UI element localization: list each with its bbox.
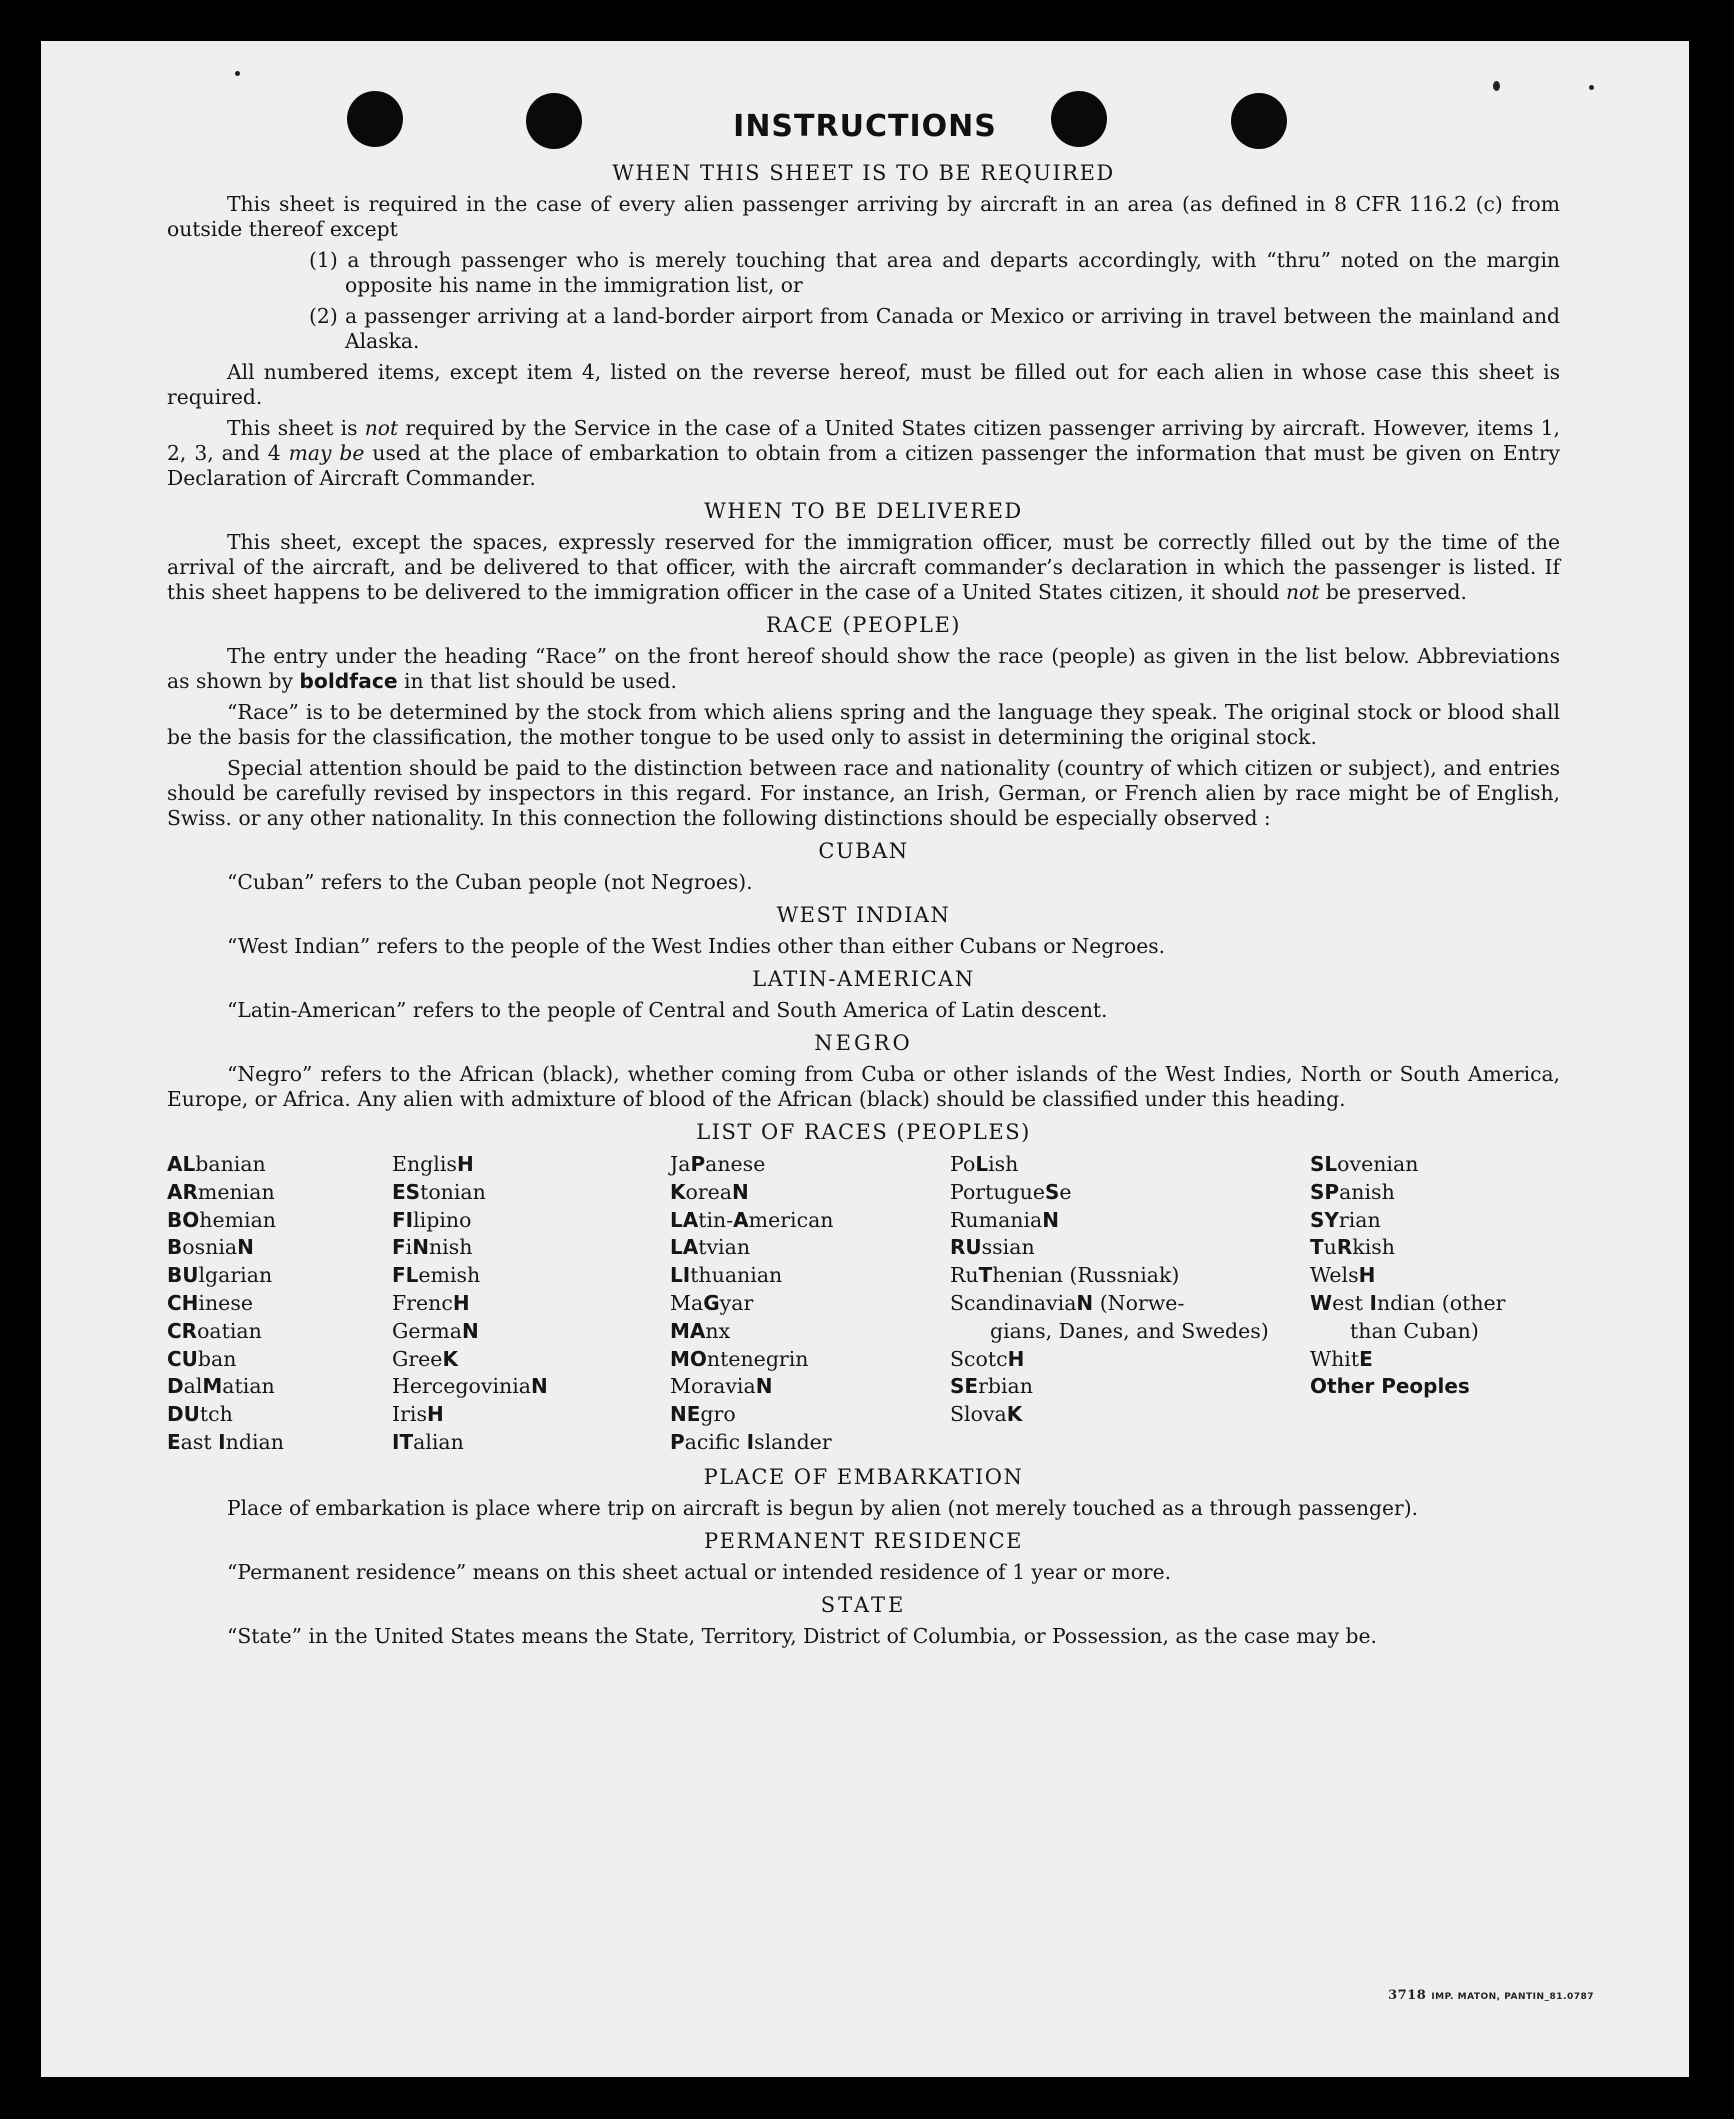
race-entry [670, 1401, 950, 1429]
race-entry [1310, 1234, 1560, 1262]
race-entry [1310, 1151, 1560, 1179]
race-entry [950, 1262, 1310, 1290]
paragraph: Special attention should be paid to the distinction between race and nationality (country of which citizen or subject), and entries should be carefully revised by inspectors in this regard. For instance, an Irish, German, or French alien by race might be of English, Swiss. or any other nationality. In this connection the following distinctions should be especially observed : [167, 756, 1560, 830]
race-abbreviation: H [452, 1290, 470, 1315]
race-entry [392, 1429, 670, 1457]
race-abbreviation: N [1076, 1290, 1094, 1315]
race-abbreviation: H [426, 1402, 444, 1427]
race-abbreviation: RU [950, 1235, 982, 1260]
race-text: henian (Russniak) [992, 1263, 1180, 1288]
race-text: Gree [392, 1346, 443, 1371]
ink-speck [1493, 81, 1500, 91]
race-text: Iris [392, 1402, 427, 1427]
race-abbreviation: W [1310, 1290, 1333, 1315]
race-text: ndian [225, 1429, 284, 1454]
race-entry [1310, 1346, 1560, 1374]
race-abbreviation: CU [167, 1346, 198, 1371]
race-abbreviation: SE [950, 1374, 979, 1399]
race-entry [167, 1207, 392, 1235]
section-heading-state: STATE [820, 1592, 907, 1617]
text-run: This sheet is [227, 416, 365, 440]
race-abbreviation: BO [167, 1207, 200, 1232]
race-text: u [1323, 1235, 1337, 1260]
section-heading-negro: NEGRO [814, 1031, 913, 1055]
paragraph: “West Indian” refers to the people of the West Indies other than either Cubans or Negroes. [227, 934, 1166, 958]
race-text: lipino [413, 1207, 472, 1232]
race-entry [392, 1234, 670, 1262]
race-entry [670, 1207, 950, 1235]
race-text-continued: than Cuban) [1350, 1318, 1479, 1343]
paragraph: This sheet is required in the case of every alien passenger arriving by aircraft in an area (as defined in 8 CFR 116.2 (c) from outside thereof except [167, 192, 1560, 241]
race-entry [167, 1234, 392, 1262]
race-entry [167, 1401, 392, 1429]
race-list [167, 1151, 1560, 1457]
race-entry [950, 1290, 1310, 1346]
section-heading-latin-american: LATIN-AMERICAN [752, 967, 975, 991]
race-entry [950, 1179, 1310, 1207]
race-entry [392, 1290, 670, 1318]
race-text: tonian [420, 1179, 486, 1204]
race-text: orea [685, 1179, 732, 1204]
section-heading-cuban: CUBAN [818, 839, 909, 863]
boldface-word: boldface [299, 669, 398, 693]
race-entry [670, 1429, 950, 1457]
race-text: rian [1338, 1207, 1381, 1232]
race-text: Moravia [670, 1374, 756, 1399]
race-abbreviation: N [412, 1235, 429, 1260]
race-text: Rumania [950, 1207, 1043, 1232]
text-run: in that list should be used. [397, 669, 677, 693]
section-heading-west-indian: WEST INDIAN [776, 903, 951, 927]
race-text: hemian [199, 1207, 277, 1232]
ink-speck [235, 71, 240, 76]
race-abbreviation: K [442, 1346, 458, 1371]
emphasis: may be [288, 441, 365, 465]
document-page [41, 41, 1689, 2077]
race-abbreviation: DU [167, 1402, 200, 1427]
race-column [392, 1151, 670, 1457]
race-abbreviation: N [531, 1374, 548, 1399]
race-text: kish [1352, 1235, 1395, 1260]
paragraph: “State” in the United States means the State, Territory, District of Columbia, or Possession, as the case may be. [227, 1623, 1377, 1648]
paragraph: Place of embarkation is place where trip on aircraft is begun by alien (not merely touched as a through passenger). [227, 1495, 1419, 1520]
race-abbreviation: P [670, 1429, 685, 1454]
race-text: ndian (other [1376, 1290, 1506, 1315]
print-footer [1388, 1988, 1594, 2003]
race-text: est [1332, 1290, 1370, 1315]
race-text: tin- [698, 1207, 734, 1232]
race-abbreviation: K [1006, 1402, 1023, 1427]
section-heading-when-required: WHEN THIS SHEET IS TO BE REQUIRED [612, 161, 1115, 185]
race-text: Englis [392, 1152, 457, 1176]
race-abbreviation: P [690, 1152, 706, 1176]
race-abbreviation: LI [670, 1263, 691, 1288]
race-text: e [1059, 1179, 1072, 1204]
race-text: nx [705, 1318, 731, 1343]
race-abbreviation: FL [392, 1263, 419, 1288]
race-abbreviation: T [978, 1263, 993, 1288]
race-column [950, 1151, 1310, 1457]
race-abbreviation: Other Peoples [1310, 1374, 1470, 1399]
race-entry [167, 1262, 392, 1290]
race-text: Po [950, 1152, 976, 1176]
race-abbreviation: N [732, 1179, 749, 1204]
race-abbreviation: LA [670, 1235, 699, 1260]
race-entry [1310, 1262, 1560, 1290]
race-abbreviation: N [461, 1318, 479, 1343]
printer-mark: IMP. MATON, PANTIN_81.0787 [1431, 1992, 1594, 2002]
race-abbreviation: IT [392, 1429, 414, 1454]
race-text: banian [195, 1152, 266, 1176]
race-entry [167, 1346, 392, 1374]
paragraph: “Permanent residence” means on this sheet actual or intended residence of 1 year or more. [227, 1559, 1172, 1584]
race-text: Slova [950, 1402, 1007, 1427]
race-entry [392, 1373, 670, 1401]
race-abbreviation: FI [392, 1207, 414, 1232]
race-text: menian [197, 1179, 275, 1204]
race-text: anese [705, 1152, 766, 1176]
race-abbreviation: H [1358, 1263, 1376, 1288]
race-text: thuanian [690, 1263, 783, 1288]
race-entry [950, 1151, 1310, 1179]
race-text: nish [428, 1235, 473, 1260]
race-abbreviation: LA [670, 1207, 699, 1232]
section-heading-list-of-races: LIST OF RACES (PEOPLES) [696, 1120, 1031, 1144]
race-text: Scotc [950, 1346, 1008, 1371]
race-entry [167, 1179, 392, 1207]
race-entry [167, 1429, 392, 1457]
race-abbreviation: N [1042, 1207, 1060, 1232]
race-abbreviation: MO [670, 1346, 707, 1371]
race-abbreviation: I [218, 1429, 226, 1454]
race-abbreviation: I [1369, 1290, 1377, 1315]
race-entry [1310, 1179, 1560, 1207]
paragraph: “Cuban” refers to the Cuban people (not Negroes). [227, 870, 753, 894]
race-abbreviation: MA [670, 1318, 706, 1343]
race-text: Ma [670, 1290, 704, 1315]
race-entry [1310, 1207, 1560, 1235]
race-text: Scandinavia [950, 1290, 1077, 1315]
race-entry [670, 1234, 950, 1262]
paragraph: “Negro” refers to the African (black), whether coming from Cuba or other islands of the West Indies, North or South America, Europe, or Africa. Any alien with admixture of blood of the African (black) should be classified under this heading. [167, 1062, 1560, 1111]
race-text: Germa [392, 1318, 462, 1343]
text-run: This sheet, except the spaces, expressly reserved for the immigration officer, must be correctly filled out by the time of the arrival of the aircraft, and be delivered to that officer, with the aircraft commander’s declaration in which the passenger is listed. If this sheet happens to be delivered to the immigration officer in the case of a United States citizen, it should [167, 530, 1560, 604]
race-abbreviation: BU [167, 1263, 199, 1288]
race-abbreviation: L [975, 1152, 989, 1176]
race-text: tvian [698, 1235, 751, 1260]
race-abbreviation: T [1310, 1235, 1324, 1260]
race-text: yar [719, 1290, 754, 1315]
race-text: lgarian [198, 1263, 273, 1288]
race-text: ssian [981, 1235, 1035, 1260]
paragraph: “Race” is to be determined by the stock from which aliens spring and the language they speak. The original stock or blood shall be the basis for the classification, the mother tongue to be used only to assist in determining the original stock. [167, 700, 1560, 749]
race-entry [670, 1373, 950, 1401]
form-code: 3718 [1388, 1988, 1427, 2003]
race-text: i [405, 1235, 413, 1260]
race-text: rbian [978, 1374, 1033, 1399]
section-heading-when-delivered: WHEN TO BE DELIVERED [704, 499, 1023, 523]
race-text: Hercegovinia [392, 1374, 532, 1399]
race-abbreviation: ES [392, 1179, 421, 1204]
race-text: ovenian [1337, 1152, 1419, 1176]
race-column [670, 1151, 950, 1457]
page-title: INSTRUCTIONS [733, 109, 997, 144]
race-entry [167, 1373, 392, 1401]
race-abbreviation: I [746, 1429, 755, 1454]
race-entry [670, 1346, 950, 1374]
race-entry [950, 1207, 1310, 1235]
race-abbreviation: H [1007, 1346, 1025, 1371]
race-text: (Norwe- [1093, 1290, 1185, 1315]
race-text: Whit [1310, 1346, 1360, 1371]
race-abbreviation: E [1359, 1346, 1373, 1371]
race-abbreviation: CH [167, 1290, 199, 1315]
race-text: ish [988, 1152, 1019, 1176]
race-text: atian [222, 1374, 275, 1399]
race-abbreviation: AL [167, 1152, 196, 1176]
race-abbreviation: K [670, 1179, 686, 1204]
race-entry [950, 1401, 1310, 1429]
emphasis: not [364, 416, 399, 440]
race-text: anish [1339, 1179, 1395, 1204]
race-text: merican [748, 1207, 834, 1232]
race-abbreviation: D [167, 1374, 184, 1399]
paragraph: All numbered items, except item 4, listed on the reverse hereof, must be filled out for each alien in whose case this sheet is required. [167, 360, 1560, 409]
race-entry [670, 1179, 950, 1207]
text-run: used at the place of embarkation to obtain from a citizen passenger the information that must be given on Entry Declaration of Aircraft Commander. [167, 441, 1560, 490]
race-abbreviation: H [456, 1152, 474, 1176]
paragraph [167, 644, 1560, 694]
race-text: alian [413, 1429, 464, 1454]
race-entry [392, 1151, 670, 1179]
section-heading-residence: PERMANENT RESIDENCE [704, 1528, 1023, 1553]
race-text: acific [684, 1429, 747, 1454]
race-text: al [183, 1374, 203, 1399]
race-text: gro [700, 1402, 736, 1427]
race-abbreviation: N [755, 1374, 773, 1399]
race-text: Frenc [392, 1290, 453, 1315]
text-run: The entry under the heading “Race” on the front hereof should show the race (people) as given in the list below. Abbreviations as shown by [167, 644, 1560, 693]
race-entry [1310, 1373, 1560, 1401]
section-heading-embarkation: PLACE OF EMBARKATION [703, 1464, 1024, 1489]
race-text: Ja [670, 1152, 691, 1176]
paragraph [167, 530, 1560, 605]
race-text: Ru [950, 1263, 979, 1288]
text-run: required by the Service in the case of a United States citizen passenger arriving by aircraft. However, items 1, 2, 3, and 4 [167, 416, 1561, 465]
race-abbreviation: A [733, 1207, 749, 1232]
race-text: slander [754, 1429, 832, 1454]
race-entry [1310, 1290, 1560, 1346]
race-entry [670, 1290, 950, 1318]
race-entry [167, 1151, 392, 1179]
race-text-continued: gians, Danes, and Swedes) [990, 1318, 1269, 1343]
section-heading-race: RACE (PEOPLE) [765, 613, 962, 637]
race-column [1310, 1151, 1560, 1457]
race-abbreviation: R [1336, 1235, 1353, 1260]
race-abbreviation: F [392, 1235, 406, 1260]
race-entry [670, 1318, 950, 1346]
race-text: ntenegrin [706, 1346, 809, 1371]
emphasis: not [1285, 580, 1320, 604]
race-text: ast [180, 1429, 219, 1454]
list-item: (1) a through passenger who is merely touching that area and departs accordingly, with “thru” noted on the margin opposite his name in the immigration list, or [309, 248, 1560, 297]
text-run: be preserved. [1319, 580, 1467, 604]
paragraph [167, 416, 1560, 491]
race-abbreviation: CR [167, 1318, 198, 1343]
race-entry [167, 1290, 392, 1318]
race-abbreviation: E [167, 1429, 181, 1454]
list-item: (2) a passenger arriving at a land-border airport from Canada or Mexico or arriving in travel between the mainland and Alaska. [309, 304, 1560, 353]
race-entry [670, 1262, 950, 1290]
race-entry [392, 1401, 670, 1429]
race-abbreviation: NE [670, 1402, 701, 1427]
race-text: oatian [197, 1318, 262, 1343]
race-text: ban [197, 1346, 237, 1371]
race-entry [950, 1373, 1310, 1401]
race-text: tch [199, 1402, 233, 1427]
race-abbreviation: S [1045, 1179, 1060, 1204]
race-abbreviation: SY [1310, 1207, 1339, 1232]
race-entry [950, 1346, 1310, 1374]
race-entry [392, 1262, 670, 1290]
race-abbreviation: B [167, 1235, 183, 1260]
race-entry [950, 1234, 1310, 1262]
race-entry [392, 1207, 670, 1235]
race-abbreviation: AR [167, 1179, 198, 1204]
race-entry [670, 1151, 950, 1179]
race-text: osnia [182, 1235, 238, 1260]
race-entry [392, 1346, 670, 1374]
race-text: emish [418, 1263, 481, 1288]
race-column [167, 1151, 392, 1457]
race-text: inese [198, 1290, 253, 1315]
race-abbreviation: N [237, 1235, 254, 1260]
race-entry [167, 1318, 392, 1346]
instructions-body [167, 153, 1560, 1655]
race-text: Wels [1310, 1263, 1359, 1288]
race-text: Portugue [950, 1179, 1046, 1204]
race-entry [392, 1318, 670, 1346]
paragraph: “Latin-American” refers to the people of Central and South America of Latin descent. [227, 998, 1108, 1022]
race-abbreviation: SL [1310, 1152, 1338, 1176]
race-abbreviation: G [703, 1290, 720, 1315]
race-entry [392, 1179, 670, 1207]
ink-speck [1589, 85, 1594, 90]
race-abbreviation: M [202, 1374, 223, 1399]
race-abbreviation: SP [1310, 1179, 1340, 1204]
